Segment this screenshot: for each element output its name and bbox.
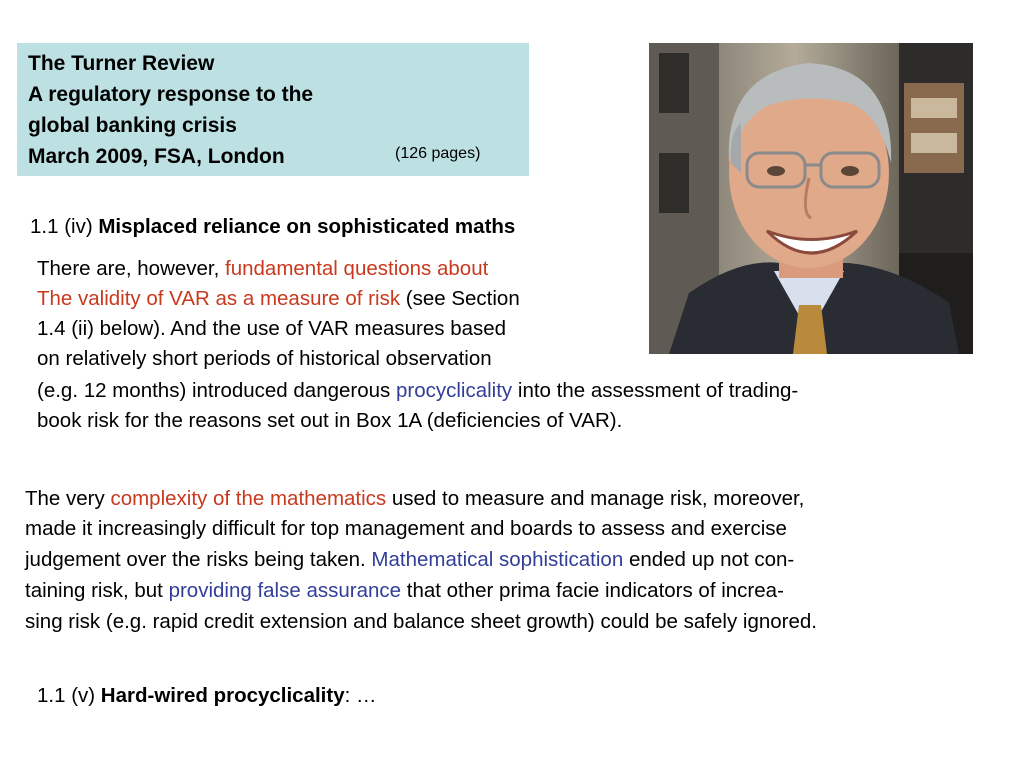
text-segment: that other prima facie indicators of increa-: [401, 579, 784, 602]
text-segment: (see Section: [400, 287, 520, 310]
section-iv-title: Misplaced reliance on sophisticated maths: [98, 215, 516, 238]
title-line-2: A regulatory response to the: [28, 83, 314, 106]
var-paragraph-line-1: [37, 254, 488, 285]
complexity-paragraph-line-1: [25, 484, 804, 515]
complexity-paragraph-line-5: sing risk (e.g. rapid credit extension and balance sheet growth) could be safely ignored.: [25, 610, 817, 633]
complexity-paragraph-line-3: [25, 545, 794, 576]
var-paragraph-line-3: 1.4 (ii) below). And the use of VAR measures based: [37, 317, 507, 340]
portrait-photo: [649, 43, 973, 354]
highlight-blue: providing false assurance: [168, 579, 402, 602]
text-segment: ended up not con-: [623, 548, 795, 571]
title-line-4: March 2009, FSA, London: [28, 145, 285, 168]
complexity-paragraph-line-2: made it increasingly difficult for top management and boards to assess and exercise: [25, 517, 787, 540]
text-segment: There are, however,: [37, 257, 226, 280]
highlight-blue: procyclicality: [395, 379, 513, 402]
portrait-icon: [649, 43, 973, 354]
highlight-red: The validity of VAR as a measure of risk: [37, 287, 401, 310]
section-iv-heading: [30, 212, 515, 243]
text-segment: used to measure and manage risk, moreover,: [386, 487, 805, 510]
highlight-red: complexity of the mathematics: [110, 487, 387, 510]
section-v-title: Hard-wired procyclicality: [100, 684, 345, 707]
title-box: [17, 43, 529, 176]
text-segment: (e.g. 12 months) introduced dangerous: [37, 379, 396, 402]
highlight-red: fundamental questions about: [225, 257, 489, 280]
text-segment: into the assessment of trading-: [512, 379, 799, 402]
section-v-number: 1.1 (v): [37, 684, 101, 707]
title-line-3: global banking crisis: [28, 114, 237, 137]
highlight-blue: Mathematical sophistication: [371, 548, 624, 571]
var-paragraph-line-2: [37, 284, 520, 315]
complexity-paragraph-line-4: [25, 576, 784, 607]
var-paragraph-line-5: [37, 376, 798, 407]
title-line-1: The Turner Review: [28, 52, 215, 75]
var-paragraph-line-4: on relatively short periods of historical observation: [37, 347, 492, 370]
section-iv-number: 1.1 (iv): [30, 215, 99, 238]
var-paragraph-line-6: book risk for the reasons set out in Box 1A (deficiencies of VAR).: [37, 409, 623, 432]
section-v-ellipsis: : …: [344, 684, 377, 707]
text-segment: The very: [25, 487, 111, 510]
text-segment: taining risk, but: [25, 579, 169, 602]
text-segment: judgement over the risks being taken.: [25, 548, 372, 571]
section-v-heading: [37, 681, 377, 712]
page-count-note: (126 pages): [395, 145, 481, 162]
